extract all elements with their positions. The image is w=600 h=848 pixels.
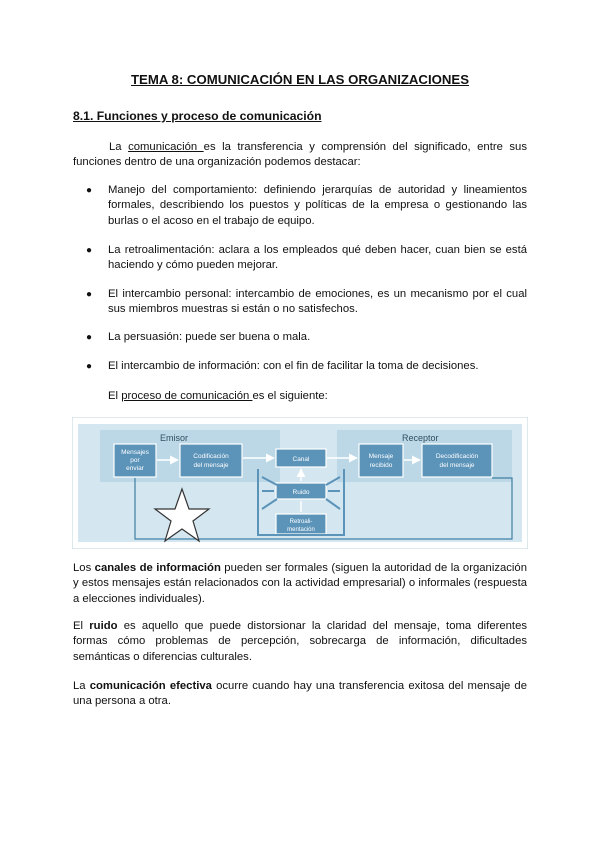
- canal-label: Canal: [292, 456, 310, 463]
- box-codificacion: [180, 444, 242, 477]
- box5-line1: Decodificación: [435, 453, 479, 460]
- bullet-dot: ●: [86, 361, 93, 372]
- term-canales: canales de información: [94, 562, 221, 574]
- receptor-label: Receptor: [402, 433, 439, 443]
- communication-process-diagram: [72, 417, 528, 549]
- ruido-paragraph: El ruido es aquello que puede distorsionar la claridad del mensaje, toma diferentes formas cómo problemas de percepción, sobrecarga de información, dificultades semánticas o diferencias culturales.: [73, 620, 528, 663]
- bullet-item: El intercambio de información: con el fin de facilitar la toma de decisiones.: [108, 360, 479, 372]
- retro-line2: mentación: [287, 527, 315, 533]
- bullet-dot: ●: [86, 332, 93, 343]
- box2-line1: Codificación: [193, 453, 229, 460]
- box-decodificacion: [422, 444, 492, 477]
- bullet-item: La retroalimentación: aclara a los empleados qué deben hacer, cuan bien se está haciendo y cómo pueden mejorar.: [108, 244, 527, 272]
- box4-line1: Mensaje: [368, 453, 394, 460]
- ruido-label: Ruido: [292, 489, 310, 496]
- efectiva-paragraph: La comunicación efectiva ocurre cuando hay una transferencia exitosa del mensaje de una persona a otra.: [73, 680, 527, 708]
- box-mensaje-recibido: [359, 444, 403, 477]
- bullet-item: El intercambio personal: intercambio de emociones, es un mecanismo por el cual sus miembros muestras si están o no satisfechos.: [108, 288, 527, 316]
- term-ruido: ruido: [89, 620, 118, 632]
- box1-line1: Mensajes: [121, 449, 149, 456]
- bullet-dot: ●: [86, 245, 93, 256]
- term-comunicacion: comunicación: [128, 141, 204, 153]
- term-proceso: proceso de comunicación: [121, 390, 253, 402]
- box2-line2: del mensaje: [193, 462, 229, 469]
- bullet-item: La persuasión: puede ser buena o mala.: [108, 331, 311, 343]
- term-comunicacion-efectiva: comunicación efectiva: [89, 680, 212, 692]
- emisor-label: Emisor: [160, 433, 189, 443]
- bullet-dot: ●: [86, 185, 93, 196]
- intro-paragraph: La comunicación es la transferencia y comprensión del significado, entre sus funciones dentro de una organización podemos destacar:: [73, 141, 527, 169]
- box1-line3: enviar: [126, 465, 144, 472]
- page-title: TEMA 8: COMUNICACIÓN EN LAS ORGANIZACIONES: [131, 72, 469, 87]
- retro-line1: Retroali-: [289, 519, 313, 525]
- bullet-dot: ●: [86, 289, 93, 300]
- process-paragraph: El proceso de comunicación es el siguiente:: [108, 390, 328, 402]
- canales-paragraph: Los canales de información pueden ser formales (siguen la autoridad de la organización y estos mensajes están relacionados con la actividad empresarial) o informales (respuesta a elecciones individuales).: [73, 562, 527, 605]
- box5-line2: del mensaje: [439, 462, 475, 469]
- bullet-item: Manejo del comportamiento: definiendo jerarquías de autoridad y lineamientos formales, describiendo los puestos y políticas de la empresa o gestionando las burlas o el acoso en el trabajo de equipo.: [108, 184, 527, 227]
- box1-line2: por: [130, 457, 140, 464]
- box4-line2: recibido: [369, 462, 393, 469]
- section-title: 8.1. Funciones y proceso de comunicación: [73, 109, 322, 123]
